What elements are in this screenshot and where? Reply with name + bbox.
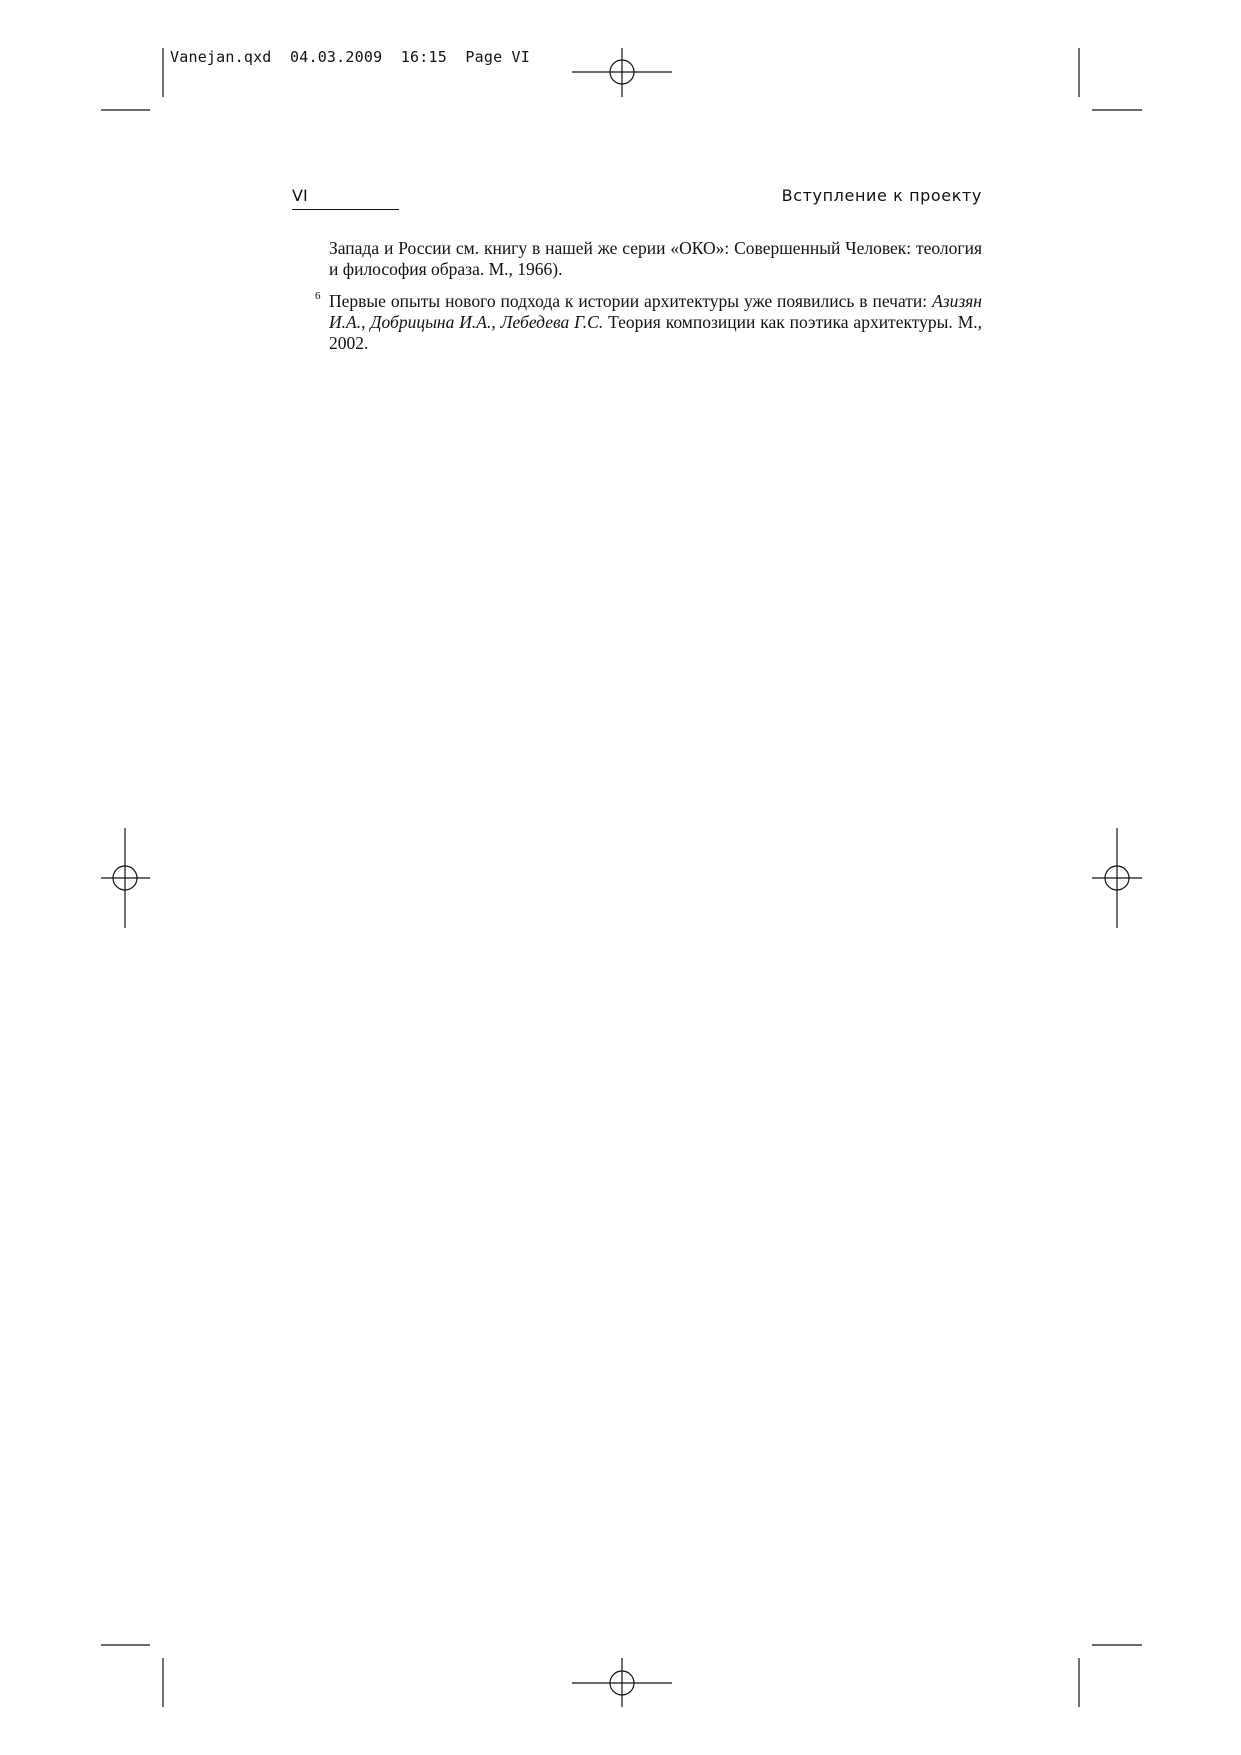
- registration-mark-top: [572, 48, 672, 97]
- footnote-6: [315, 290, 983, 354]
- footnote-continuation: Запада и России см. книгу в нашей же серии «ОКО»: Совершенный Человек: теология и философия образа. М., 1966).: [329, 238, 982, 279]
- footnote-author: Лебедева Г.С.: [500, 312, 604, 332]
- footnotes: [315, 238, 983, 354]
- footnote-author: Добрицына И.А.: [370, 312, 492, 332]
- footnote-separator: ,: [491, 312, 501, 332]
- footnote-number: 6: [315, 290, 321, 302]
- folio-rule: [292, 209, 399, 210]
- registration-mark-left: [101, 828, 150, 928]
- footnote-text-start: Первые опыты нового подхода к истории архитектуры уже появились в печати:: [329, 291, 933, 311]
- registration-mark-right: [1092, 828, 1142, 928]
- page-number: VI: [292, 186, 308, 205]
- footnote-author: Азизян И.А.: [329, 291, 982, 332]
- registration-mark-bottom: [572, 1658, 672, 1707]
- footnote-text-end: Теория композиции как поэтика архитектуры. М., 2002.: [329, 312, 983, 353]
- section-title: Вступление к проекту: [781, 186, 982, 205]
- running-head: [292, 186, 982, 210]
- footnote-separator: ,: [361, 312, 371, 332]
- slug-line: Vanejan.qxd 04.03.2009 16:15 Page VI: [170, 48, 530, 66]
